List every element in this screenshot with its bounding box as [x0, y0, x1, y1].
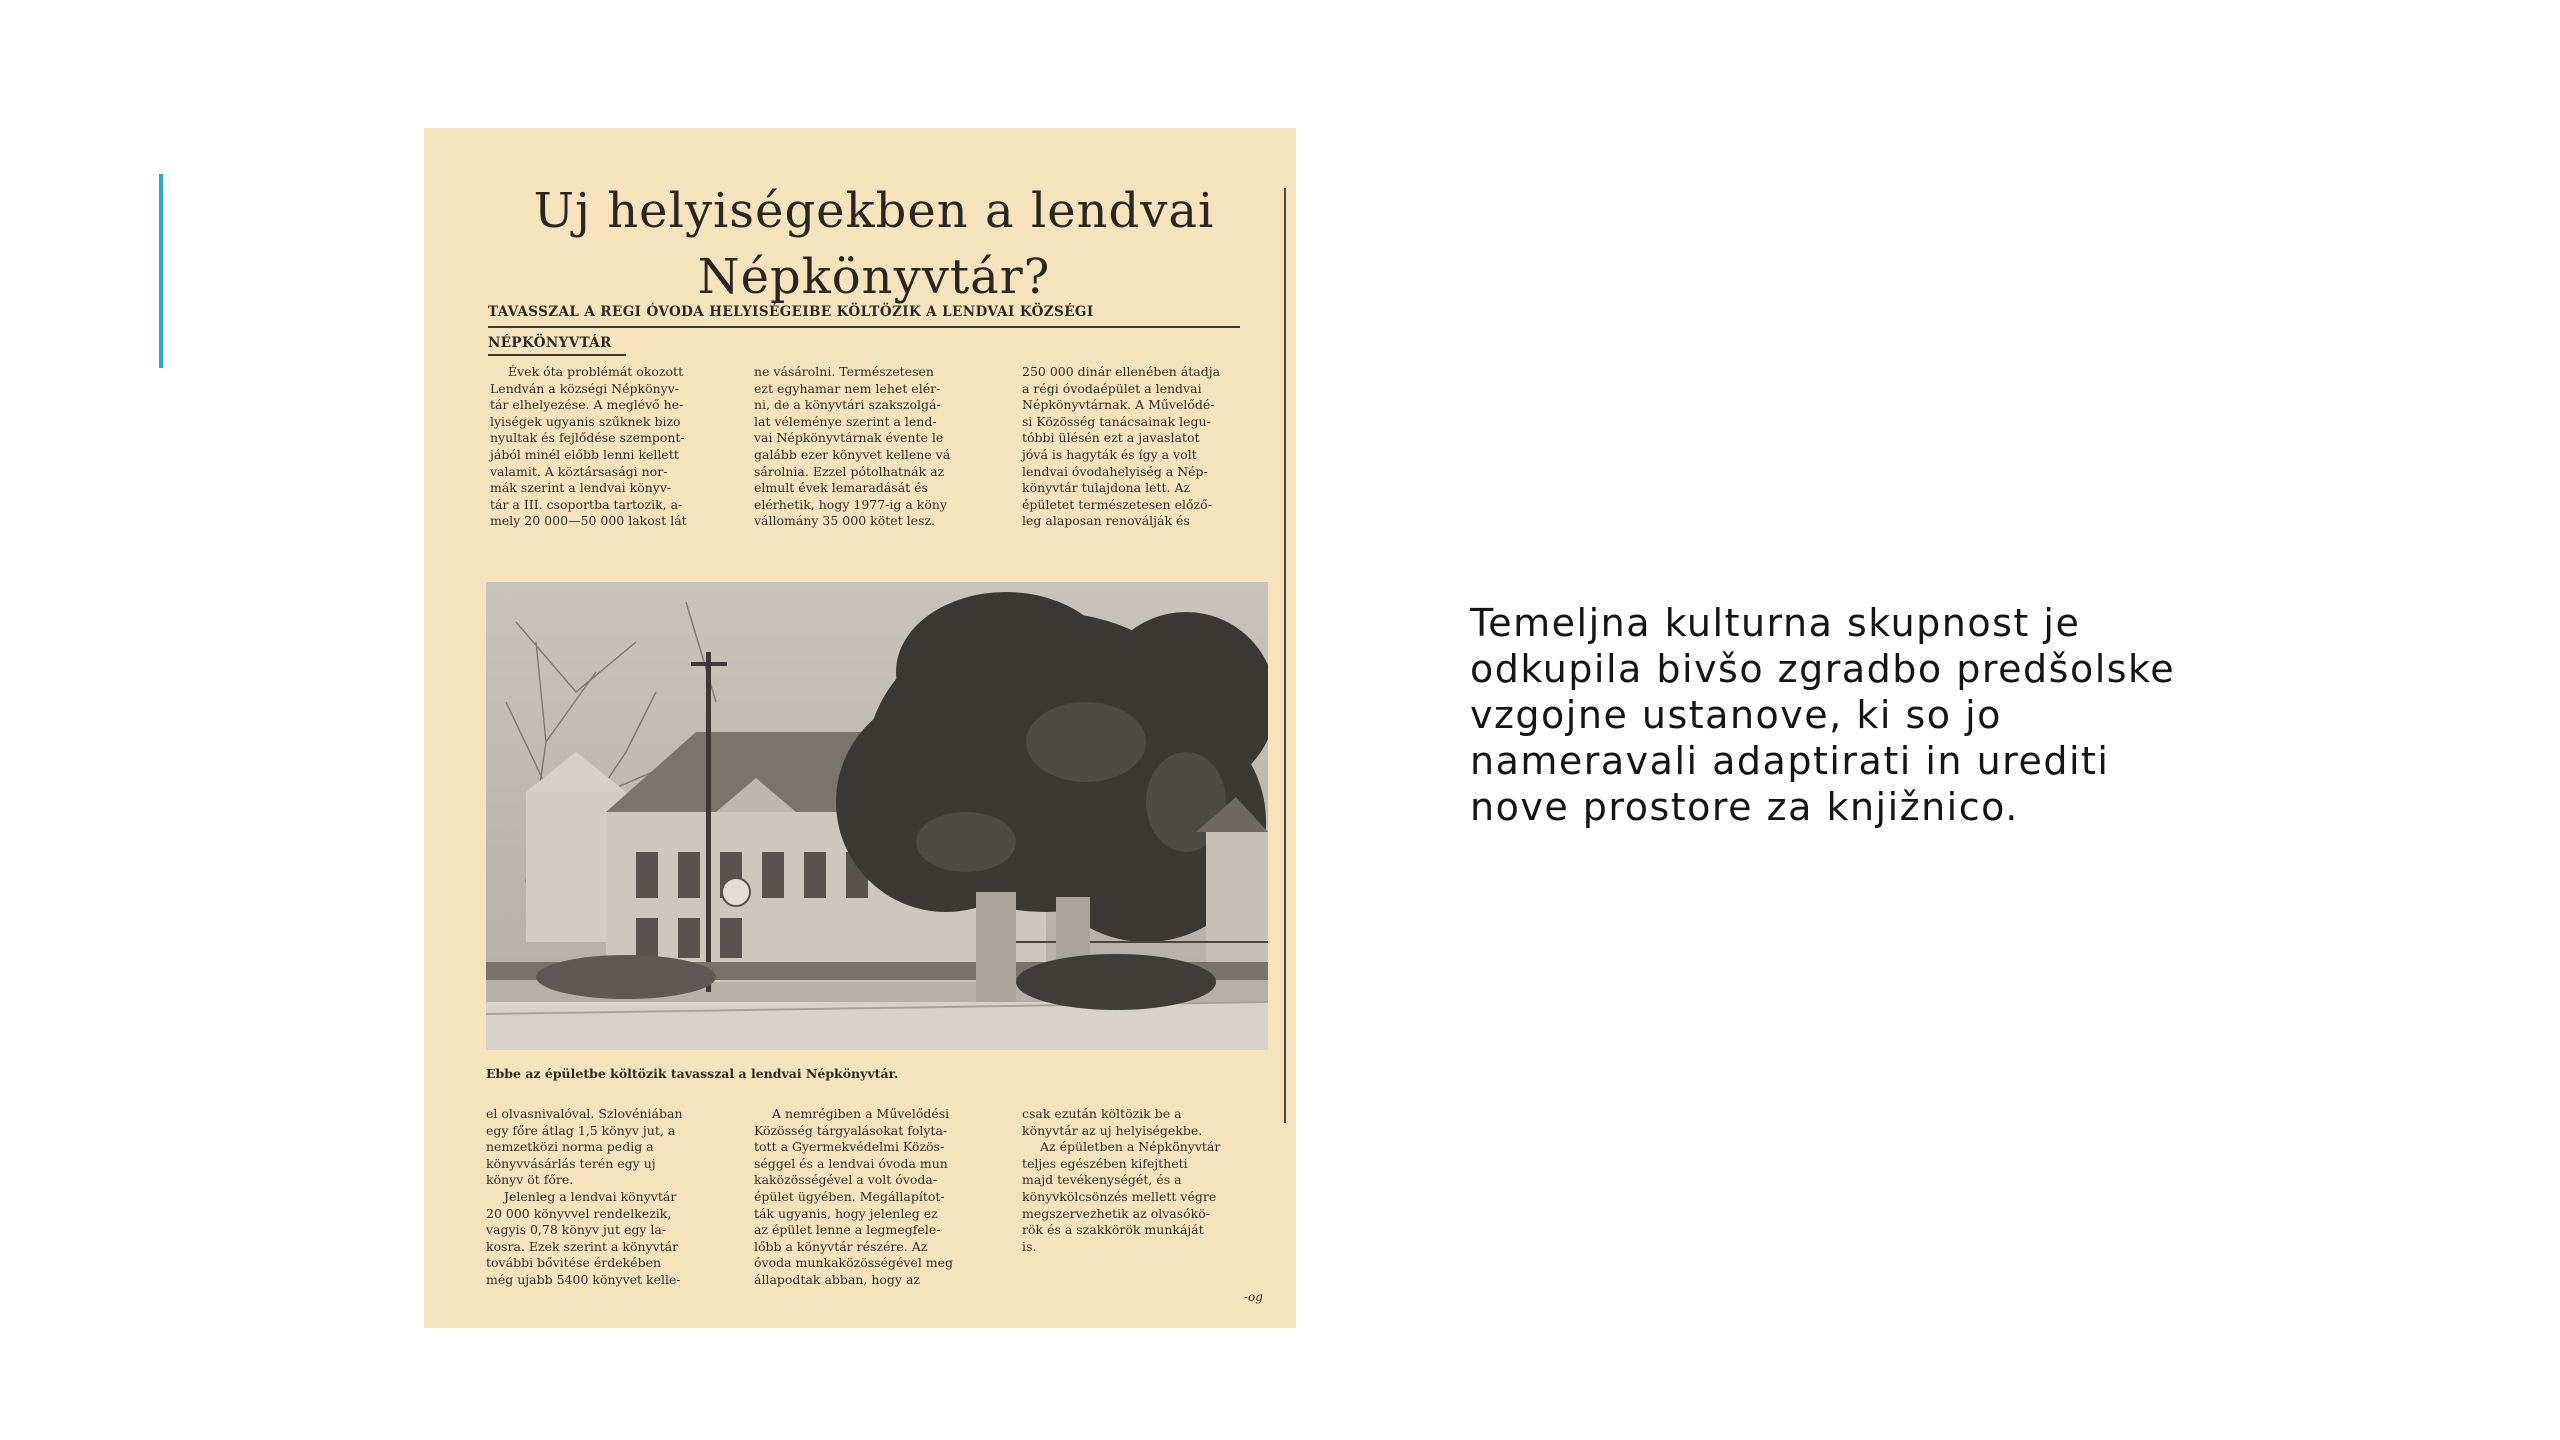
- text-line: elmult évek lemaradását és: [754, 480, 928, 496]
- text-line: galább ezer könyvet kellene vá: [754, 446, 951, 462]
- text-line: könyvtár az uj helyiségekbe.: [1022, 1122, 1203, 1138]
- kicker-rule: [488, 326, 1240, 328]
- text-line: állapodtak abban, hogy az: [754, 1271, 921, 1287]
- accent-bar: [159, 174, 163, 368]
- text-line: még ujabb 5400 könyvet kelle-: [486, 1271, 681, 1287]
- text-line: nemzetközi norma pedig a: [486, 1139, 654, 1155]
- text-line: könyvtár tulajdona lett. Az: [1022, 480, 1191, 496]
- text-line: lőbb a könyvtár részére. Az: [754, 1238, 928, 1254]
- kicker-line-2: NÉPKÖNYVTÁR: [488, 335, 612, 351]
- slide-description: [1470, 600, 2370, 830]
- text-line: lendvai óvodahelyiség a Nép-: [1022, 463, 1208, 479]
- text-line: ezt egyhamar nem lehet elér-: [754, 380, 941, 396]
- text-line: vállomány 35 000 kötet lesz.: [754, 513, 936, 529]
- text-line: jóvá is hagyták és így a volt: [1022, 446, 1197, 462]
- text-line: az épület lenne a legmegfele-: [754, 1222, 941, 1238]
- text-line: ták ugyanis, hogy jelenleg ez: [754, 1205, 938, 1221]
- top-column-1: [490, 364, 722, 530]
- text-line: megszervezhetik az olvasókö-: [1022, 1205, 1211, 1221]
- text-line: Közösség tárgyalásokat folyta-: [754, 1122, 948, 1138]
- text-line: tott a Gyermekvédelmi Közös-: [754, 1139, 945, 1155]
- text-line: épület ügyében. Megállapítot-: [754, 1188, 945, 1204]
- bottom-column-2: [754, 1106, 998, 1289]
- text-line: nyultak és fejlődése szempont-: [490, 430, 685, 446]
- photo-caption: Ebbe az épületbe költözik tavasszal a lendvai Népkönyvtár.: [486, 1066, 899, 1081]
- text-line: Népkönyvtárnak. A Művelődé-: [1022, 397, 1215, 413]
- headline-line-1: Uj helyiségekben a lendvai: [533, 183, 1215, 239]
- text-line: teljes egészében kifejtheti: [1022, 1155, 1188, 1171]
- text-line: sárolnia. Ezzel pótolhatnák az: [754, 463, 945, 479]
- library-building-photo: [486, 582, 1268, 1050]
- text-line: vai Népkönyvtárnak évente le: [754, 430, 944, 446]
- text-line: séggel és a lendvai óvoda mun: [754, 1155, 948, 1171]
- kicker-line-1: TAVASSZAL A REGI ÓVODA HELYISÉGEIBE KÖLTÖZIK A LENDVAI KÖZSÉGI: [488, 304, 1094, 320]
- text-line: ni, de a könyvtári szakszolgá-: [754, 397, 941, 413]
- text-line: tár elhelyezése. A meglévő he-: [490, 397, 684, 413]
- text-line: kaközösségével a volt óvoda-: [754, 1172, 938, 1188]
- text-line: könyv öt főre.: [486, 1172, 574, 1188]
- text-line: tóbbi ülésén ezt a javaslatot: [1022, 430, 1200, 446]
- text-line: tár a III. csoportba tartozik, a-: [490, 496, 683, 512]
- text-line: elérhetik, hogy 1977-ig a köny: [754, 496, 948, 512]
- bottom-column-3: [1022, 1106, 1266, 1255]
- text-line: ne vásárolni. Természetesen: [754, 364, 934, 379]
- clipping-headline: [484, 178, 1264, 310]
- text-line: Az épületben a Népkönyvtár: [1040, 1139, 1221, 1155]
- text-line: A nemrégiben a Művelődési: [772, 1106, 950, 1121]
- text-line: jából minél előbb lenni kellett: [490, 446, 679, 462]
- text-line: is.: [1022, 1238, 1037, 1254]
- description-line: nameravali adaptirati in urediti: [1470, 739, 2110, 783]
- text-line: Évek óta problémát okozott: [508, 364, 684, 379]
- text-line: mák szerint a lendvai könyv-: [490, 480, 672, 496]
- text-line: könyvkölcsönzés mellett végre: [1022, 1188, 1217, 1204]
- kicker-underline: [488, 354, 626, 356]
- top-column-2: [754, 364, 994, 530]
- text-line: 250 000 dinár ellenében átadja: [1022, 364, 1221, 379]
- description-line: nove prostore za knjižnico.: [1470, 785, 2019, 829]
- bottom-column-1: [486, 1106, 730, 1289]
- text-line: egy főre átlag 1,5 könyv jut, a: [486, 1122, 676, 1138]
- text-line: majd tevékenységét, és a: [1022, 1172, 1182, 1188]
- text-line: rök és a szakkörök munkáját: [1022, 1222, 1204, 1238]
- text-line: vagyis 0,78 könyv jut egy la-: [486, 1222, 667, 1238]
- text-line: további bővitése érdekében: [486, 1255, 662, 1271]
- description-line: Temeljna kulturna skupnost je: [1470, 601, 2081, 645]
- text-line: 20 000 könyvvel rendelkezik,: [486, 1205, 672, 1221]
- text-line: el olvasnivalóval. Szlovéniában: [486, 1106, 683, 1121]
- description-line: vzgojne ustanove, ki so jo: [1470, 693, 2002, 737]
- text-line: óvoda munkaközösségével meg: [754, 1255, 954, 1271]
- headline-line-2: Népkönyvtár?: [697, 249, 1051, 305]
- text-line: lyiségek ugyanis szűknek bizo: [490, 413, 681, 429]
- text-line: lat véleménye szerint a lend-: [754, 413, 937, 429]
- text-line: si Közösség tanácsainak legu-: [1022, 413, 1211, 429]
- column-rule: [1284, 188, 1286, 1123]
- text-line: Lendván a községi Népkönyv-: [490, 380, 680, 396]
- newspaper-clipping: [424, 128, 1296, 1328]
- text-line: valamit. A köztársasági nor-: [490, 463, 668, 479]
- text-line: mely 20 000—50 000 lakost lát: [490, 513, 687, 529]
- author-signature: -og: [1244, 1290, 1263, 1304]
- text-line: kosra. Ezek szerint a könyvtár: [486, 1238, 679, 1254]
- text-line: épületet természetesen előző-: [1022, 496, 1212, 512]
- text-line: leg alaposan renoválják és: [1022, 513, 1190, 529]
- top-column-3: [1022, 364, 1266, 530]
- description-line: odkupila bivšo zgradbo predšolske: [1470, 647, 2176, 691]
- text-line: Jelenleg a lendvai könyvtár: [504, 1188, 677, 1204]
- text-line: könyvvásárlás terén egy uj: [486, 1155, 656, 1171]
- text-line: csak ezután költözik be a: [1022, 1106, 1182, 1121]
- text-line: a régi óvodaépület a lendvai: [1022, 380, 1202, 396]
